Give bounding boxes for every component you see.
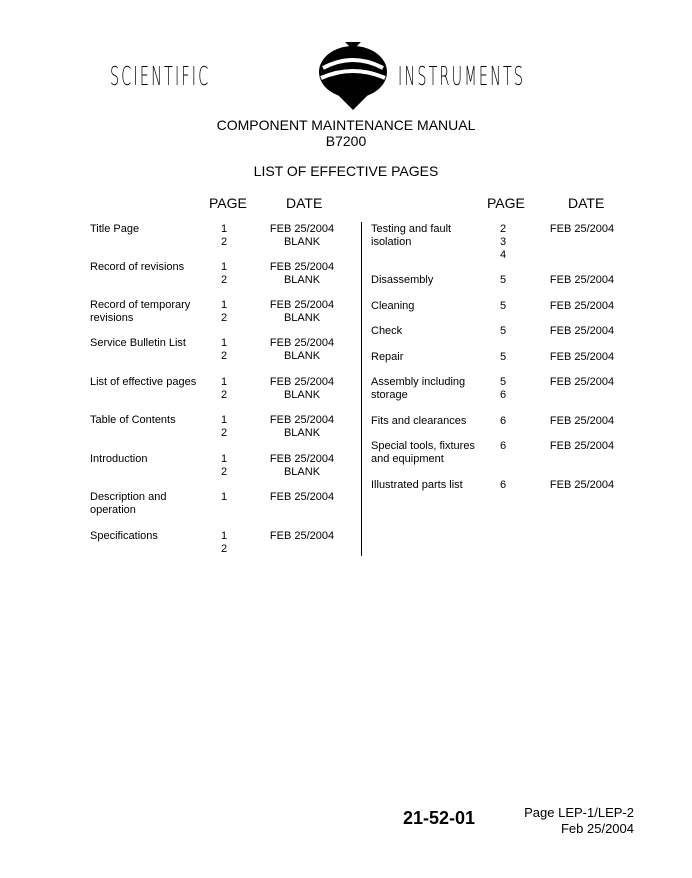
list-title: LIST OF EFFECTIVE PAGES — [253, 163, 439, 179]
page-number: 5 — [499, 300, 507, 312]
page-number: 5 — [499, 351, 507, 363]
page-numbers — [212, 337, 236, 363]
page-dates — [542, 274, 622, 287]
page-date: FEB 25/2004 — [269, 261, 335, 273]
page-number: 6 — [499, 415, 507, 427]
page-date: BLANK — [283, 236, 321, 248]
page-dates — [542, 376, 622, 389]
page-dates — [262, 376, 342, 402]
page-numbers — [491, 440, 515, 453]
page-number: 4 — [499, 249, 507, 261]
section-name: List of effective pages — [90, 376, 197, 388]
section-name: Fits and clearances — [371, 415, 467, 427]
page-date: FEB 25/2004 — [549, 415, 615, 427]
page-dates — [262, 261, 342, 287]
page-numbers — [212, 414, 236, 440]
page-numbers — [212, 376, 236, 402]
model-number: B7200 — [325, 133, 367, 149]
section-name: Specifications — [90, 530, 158, 542]
page-date: FEB 25/2004 — [549, 479, 615, 491]
page-date: FEB 25/2004 — [549, 274, 615, 286]
page-dates — [542, 351, 622, 364]
page-numbers — [212, 299, 236, 325]
section-name: Table of Contents — [90, 414, 176, 426]
section-name: Service Bulletin List — [90, 337, 186, 349]
page-date: FEB 25/2004 — [269, 453, 335, 465]
page-number: 1 — [220, 337, 228, 349]
section-name: Illustrated parts list — [371, 479, 463, 491]
si-logo-emblem-icon — [315, 38, 391, 110]
column-divider — [361, 222, 362, 556]
page-date: FEB 25/2004 — [269, 491, 335, 503]
section-name: Assembly including storage — [371, 376, 466, 401]
page-date: FEB 25/2004 — [549, 351, 615, 363]
page-numbers — [491, 351, 515, 364]
section-name: Title Page — [90, 223, 140, 235]
page-number: 2 — [220, 312, 228, 324]
page-numbers — [212, 453, 236, 479]
page-numbers — [491, 479, 515, 492]
page-date: Feb 25/2004 — [560, 821, 634, 836]
manual-title: COMPONENT MAINTENANCE MANUAL — [216, 117, 476, 133]
page-number: 1 — [220, 261, 228, 273]
chapter-code: 21-52-01 — [403, 808, 476, 828]
page-number: 2 — [220, 389, 228, 401]
page-dates — [262, 414, 342, 440]
page-date: FEB 25/2004 — [549, 376, 615, 388]
page-numbers — [212, 530, 236, 556]
section-name: Special tools, fixtures and equipment — [371, 440, 475, 465]
page-date: BLANK — [283, 350, 321, 362]
page-date: BLANK — [283, 389, 321, 401]
page-numbers — [491, 415, 515, 428]
left-date-header: DATE — [286, 195, 323, 211]
page-date: FEB 25/2004 — [549, 300, 615, 312]
right-page-header: PAGE — [487, 195, 525, 211]
page-number: 2 — [499, 223, 507, 235]
page-dates — [542, 440, 622, 453]
page-dates — [542, 325, 622, 338]
page-number: 2 — [220, 274, 228, 286]
left-page-header: PAGE — [209, 195, 247, 211]
page-date: FEB 25/2004 — [269, 530, 335, 542]
page-date: FEB 25/2004 — [269, 299, 335, 311]
page-number: 1 — [220, 530, 228, 542]
page-numbers — [212, 223, 236, 249]
page-dates — [542, 479, 622, 492]
page-date: FEB 25/2004 — [549, 440, 615, 452]
page-number: 2 — [220, 350, 228, 362]
page-number: 6 — [499, 440, 507, 452]
page-numbers — [212, 261, 236, 287]
page-date: FEB 25/2004 — [269, 337, 335, 349]
page-number: 6 — [499, 389, 507, 401]
page-date: BLANK — [283, 312, 321, 324]
page-number: 5 — [499, 376, 507, 388]
page-number: 1 — [220, 491, 228, 503]
page-date: BLANK — [283, 466, 321, 478]
page-dates — [542, 223, 622, 236]
logo-text-left: SCIENTIFIC — [110, 62, 211, 92]
page-date: FEB 25/2004 — [269, 414, 335, 426]
section-name: Check — [371, 325, 403, 337]
page-dates — [542, 415, 622, 428]
page-dates — [262, 337, 342, 363]
page-number: 1 — [220, 223, 228, 235]
page-dates — [262, 453, 342, 479]
page-number: 2 — [220, 236, 228, 248]
page-dates — [262, 299, 342, 325]
page-number: 2 — [220, 543, 228, 555]
section-name: Testing and fault isolation — [371, 223, 452, 248]
page-date: BLANK — [283, 274, 321, 286]
section-name: Introduction — [90, 453, 148, 465]
page-date: BLANK — [283, 427, 321, 439]
page-numbers — [491, 376, 515, 402]
page-number: 5 — [499, 274, 507, 286]
page-date: FEB 25/2004 — [269, 223, 335, 235]
page-label: Page LEP-1/LEP-2 — [524, 805, 634, 820]
page-number: 2 — [220, 427, 228, 439]
page-dates — [262, 223, 342, 249]
page-date: FEB 25/2004 — [549, 325, 615, 337]
page-numbers — [212, 491, 236, 504]
page-number: 1 — [220, 376, 228, 388]
page-date: FEB 25/2004 — [269, 376, 335, 388]
page-number: 1 — [220, 299, 228, 311]
page-number: 1 — [220, 453, 228, 465]
section-name: Repair — [371, 351, 404, 363]
right-date-header: DATE — [568, 195, 605, 211]
section-name: Cleaning — [371, 300, 415, 312]
section-name: Disassembly — [371, 274, 434, 286]
section-name: Record of temporary revisions — [90, 299, 191, 324]
logo-text-right: INSTRUMENTS — [398, 62, 526, 92]
page-number: 3 — [499, 236, 507, 248]
section-name: Description and operation — [90, 491, 167, 516]
page-numbers — [491, 274, 515, 287]
page-number: 6 — [499, 479, 507, 491]
section-name: Record of revisions — [90, 261, 185, 273]
page-dates — [262, 491, 342, 504]
page-numbers — [491, 223, 515, 262]
page-number: 1 — [220, 414, 228, 426]
page-number: 2 — [220, 466, 228, 478]
page-number: 5 — [499, 325, 507, 337]
page-date: FEB 25/2004 — [549, 223, 615, 235]
page-identifier — [524, 805, 634, 837]
page-numbers — [491, 325, 515, 338]
page-dates — [542, 300, 622, 313]
page-dates — [262, 530, 342, 543]
page-numbers — [491, 300, 515, 313]
